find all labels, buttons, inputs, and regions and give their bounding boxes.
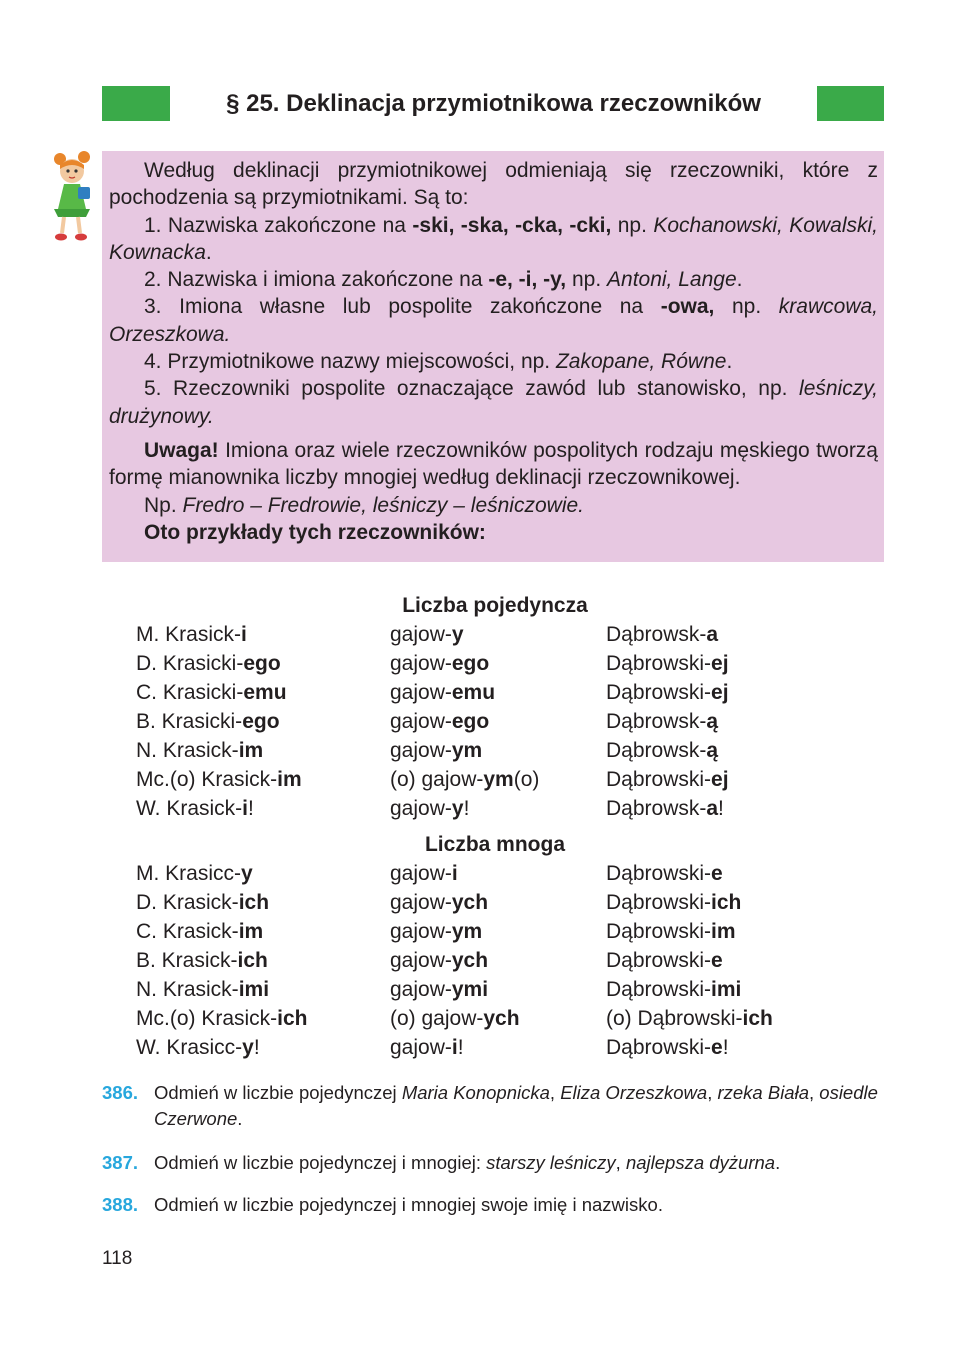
declension-cell: Dąbrowski-ej	[606, 652, 729, 675]
rule-box	[102, 151, 884, 562]
exercise-text: Odmień w liczbie pojedynczej i mnogiej swoje imię i nazwisko.	[154, 1194, 663, 1215]
exercise-387	[102, 1150, 884, 1176]
declension-cell: D. Krasicki-ego	[136, 652, 281, 675]
declension-cell: gajow-y!	[390, 797, 470, 820]
singular-table	[0, 620, 963, 823]
declension-cell: gajow-i!	[390, 1036, 464, 1059]
declension-cell: Dąbrowski-e!	[606, 1036, 729, 1059]
declension-cell: Dąbrowsk-a	[606, 623, 719, 646]
declension-cell: gajow-emu	[390, 681, 496, 704]
declension-cell: M. Krasicc-y	[136, 862, 253, 885]
exercise-386	[102, 1080, 884, 1132]
declension-row	[0, 946, 963, 975]
girl-mascot-icon	[46, 151, 102, 243]
declension-cell: gajow-y	[390, 623, 464, 646]
declension-row	[0, 888, 963, 917]
declension-cell: gajow-i	[390, 862, 458, 885]
heading-bar-left	[102, 86, 170, 121]
exercise-number: 387.	[102, 1152, 139, 1173]
section-heading: § 25. Deklinacja przymiotnikowa rzeczowników	[226, 90, 761, 117]
declension-cell: Dąbrowski-im	[606, 920, 736, 943]
declension-cell: N. Krasick-imi	[136, 978, 270, 1001]
declension-tables	[0, 592, 963, 1062]
declension-cell: Dąbrowsk-ą	[606, 710, 719, 733]
declension-cell: Dąbrowski-e	[606, 862, 723, 885]
rule-item-4: 4. Przymiotnikowe nazwy miejscowości, np. Zakopane, Równe.	[144, 350, 733, 374]
declension-row	[0, 736, 963, 765]
declension-cell: gajow-ym	[390, 920, 483, 943]
rule-item-3: 3. Imiona własne lub pospolite zakończone na -owa, np. krawcowa, Orzeszkowa.	[109, 295, 878, 346]
declension-cell: Dąbrowski-ej	[606, 681, 729, 704]
exercise-text: Odmień w liczbie pojedynczej i mnogiej: starszy leśniczy, najlepsza dyżurna.	[154, 1152, 781, 1173]
declension-row	[0, 678, 963, 707]
plural-table	[0, 859, 963, 1062]
declension-row	[0, 765, 963, 794]
rule-intro: Według deklinacji przymiotnikowej odmieniają się rzeczowniki, które z pochodzenia są przymiotnikami. Są to:	[109, 159, 878, 210]
declension-row	[0, 1004, 963, 1033]
plural-title: Liczba mnoga	[424, 833, 566, 856]
declension-cell: gajow-ego	[390, 710, 490, 733]
exercise-text: Odmień w liczbie pojedynczej Maria Konopnicka, Eliza Orzeszkowa, rzeka Biała, osiedle Czerwone.	[154, 1082, 878, 1129]
declension-cell: B. Krasicki-ego	[136, 710, 280, 733]
declension-cell: gajow-ego	[390, 652, 490, 675]
declension-row	[0, 707, 963, 736]
declension-row	[0, 794, 963, 823]
declension-cell: W. Krasick-i!	[136, 797, 254, 820]
declension-row	[0, 917, 963, 946]
declension-cell: Dąbrowsk-ą	[606, 739, 719, 762]
declension-cell: Dąbrowsk-a!	[606, 797, 724, 820]
rule-item-5: 5. Rzeczowniki pospolite oznaczające zawód lub stanowisko, np. leśniczy, drużynowy.	[109, 377, 878, 428]
exercise-388	[102, 1192, 884, 1218]
rule-example: Np. Fredro – Fredrowie, leśniczy – leśniczowie.	[144, 493, 584, 517]
declension-cell: C. Krasicki-emu	[136, 681, 287, 704]
declension-cell: Dąbrowski-ich	[606, 891, 742, 914]
declension-row	[0, 620, 963, 649]
rule-note: Uwaga! Imiona oraz wiele rzeczowników pospolitych rodzaju męskiego tworzą formę mianownika liczby mnogiej według deklinacji rzeczownikowej.	[109, 438, 878, 490]
declension-row	[0, 859, 963, 888]
rule-examples-heading: Oto przykłady tych rzeczowników:	[144, 520, 486, 544]
declension-row	[0, 975, 963, 1004]
declension-cell: Dąbrowski-e	[606, 949, 723, 972]
declension-cell: W. Krasicc-y!	[136, 1036, 260, 1059]
declension-cell: Dąbrowski-imi	[606, 978, 742, 1001]
declension-cell: Dąbrowski-ej	[606, 768, 729, 791]
declension-cell: Mc.(o) Krasick-im	[136, 768, 302, 791]
declension-cell: gajow-ych	[390, 891, 489, 914]
declension-row	[0, 649, 963, 678]
rule-item-2: 2. Nazwiska i imiona zakończone na -e, -i, -y, np. Antoni, Lange.	[144, 268, 743, 292]
declension-cell: (o) gajow-ych	[390, 1007, 520, 1030]
declension-cell: N. Krasick-im	[136, 739, 264, 762]
declension-cell: (o) gajow-ym(o)	[390, 768, 540, 791]
declension-cell: gajow-ych	[390, 949, 489, 972]
declension-row	[0, 1033, 963, 1062]
exercise-number: 388.	[102, 1194, 139, 1215]
declension-cell: D. Krasick-ich	[136, 891, 270, 914]
singular-title: Liczba pojedyncza	[402, 594, 588, 617]
declension-cell: M. Krasick-i	[136, 623, 247, 646]
declension-cell: B. Krasick-ich	[136, 949, 268, 972]
rule-item-1: 1. Nazwiska zakończone na -ski, -ska, -cka, -cki, np. Kochanowski, Kowalski, Kownacka.	[109, 213, 878, 264]
page-number: 118	[102, 1248, 133, 1269]
declension-cell: gajow-ym	[390, 739, 483, 762]
declension-cell: C. Krasick-im	[136, 920, 264, 943]
declension-cell: Mc.(o) Krasick-ich	[136, 1007, 308, 1030]
heading-bar-right	[817, 86, 884, 121]
declension-cell: gajow-ymi	[390, 978, 489, 1001]
declension-cell: (o) Dąbrowski-ich	[606, 1007, 773, 1030]
exercise-number: 386.	[102, 1082, 139, 1103]
